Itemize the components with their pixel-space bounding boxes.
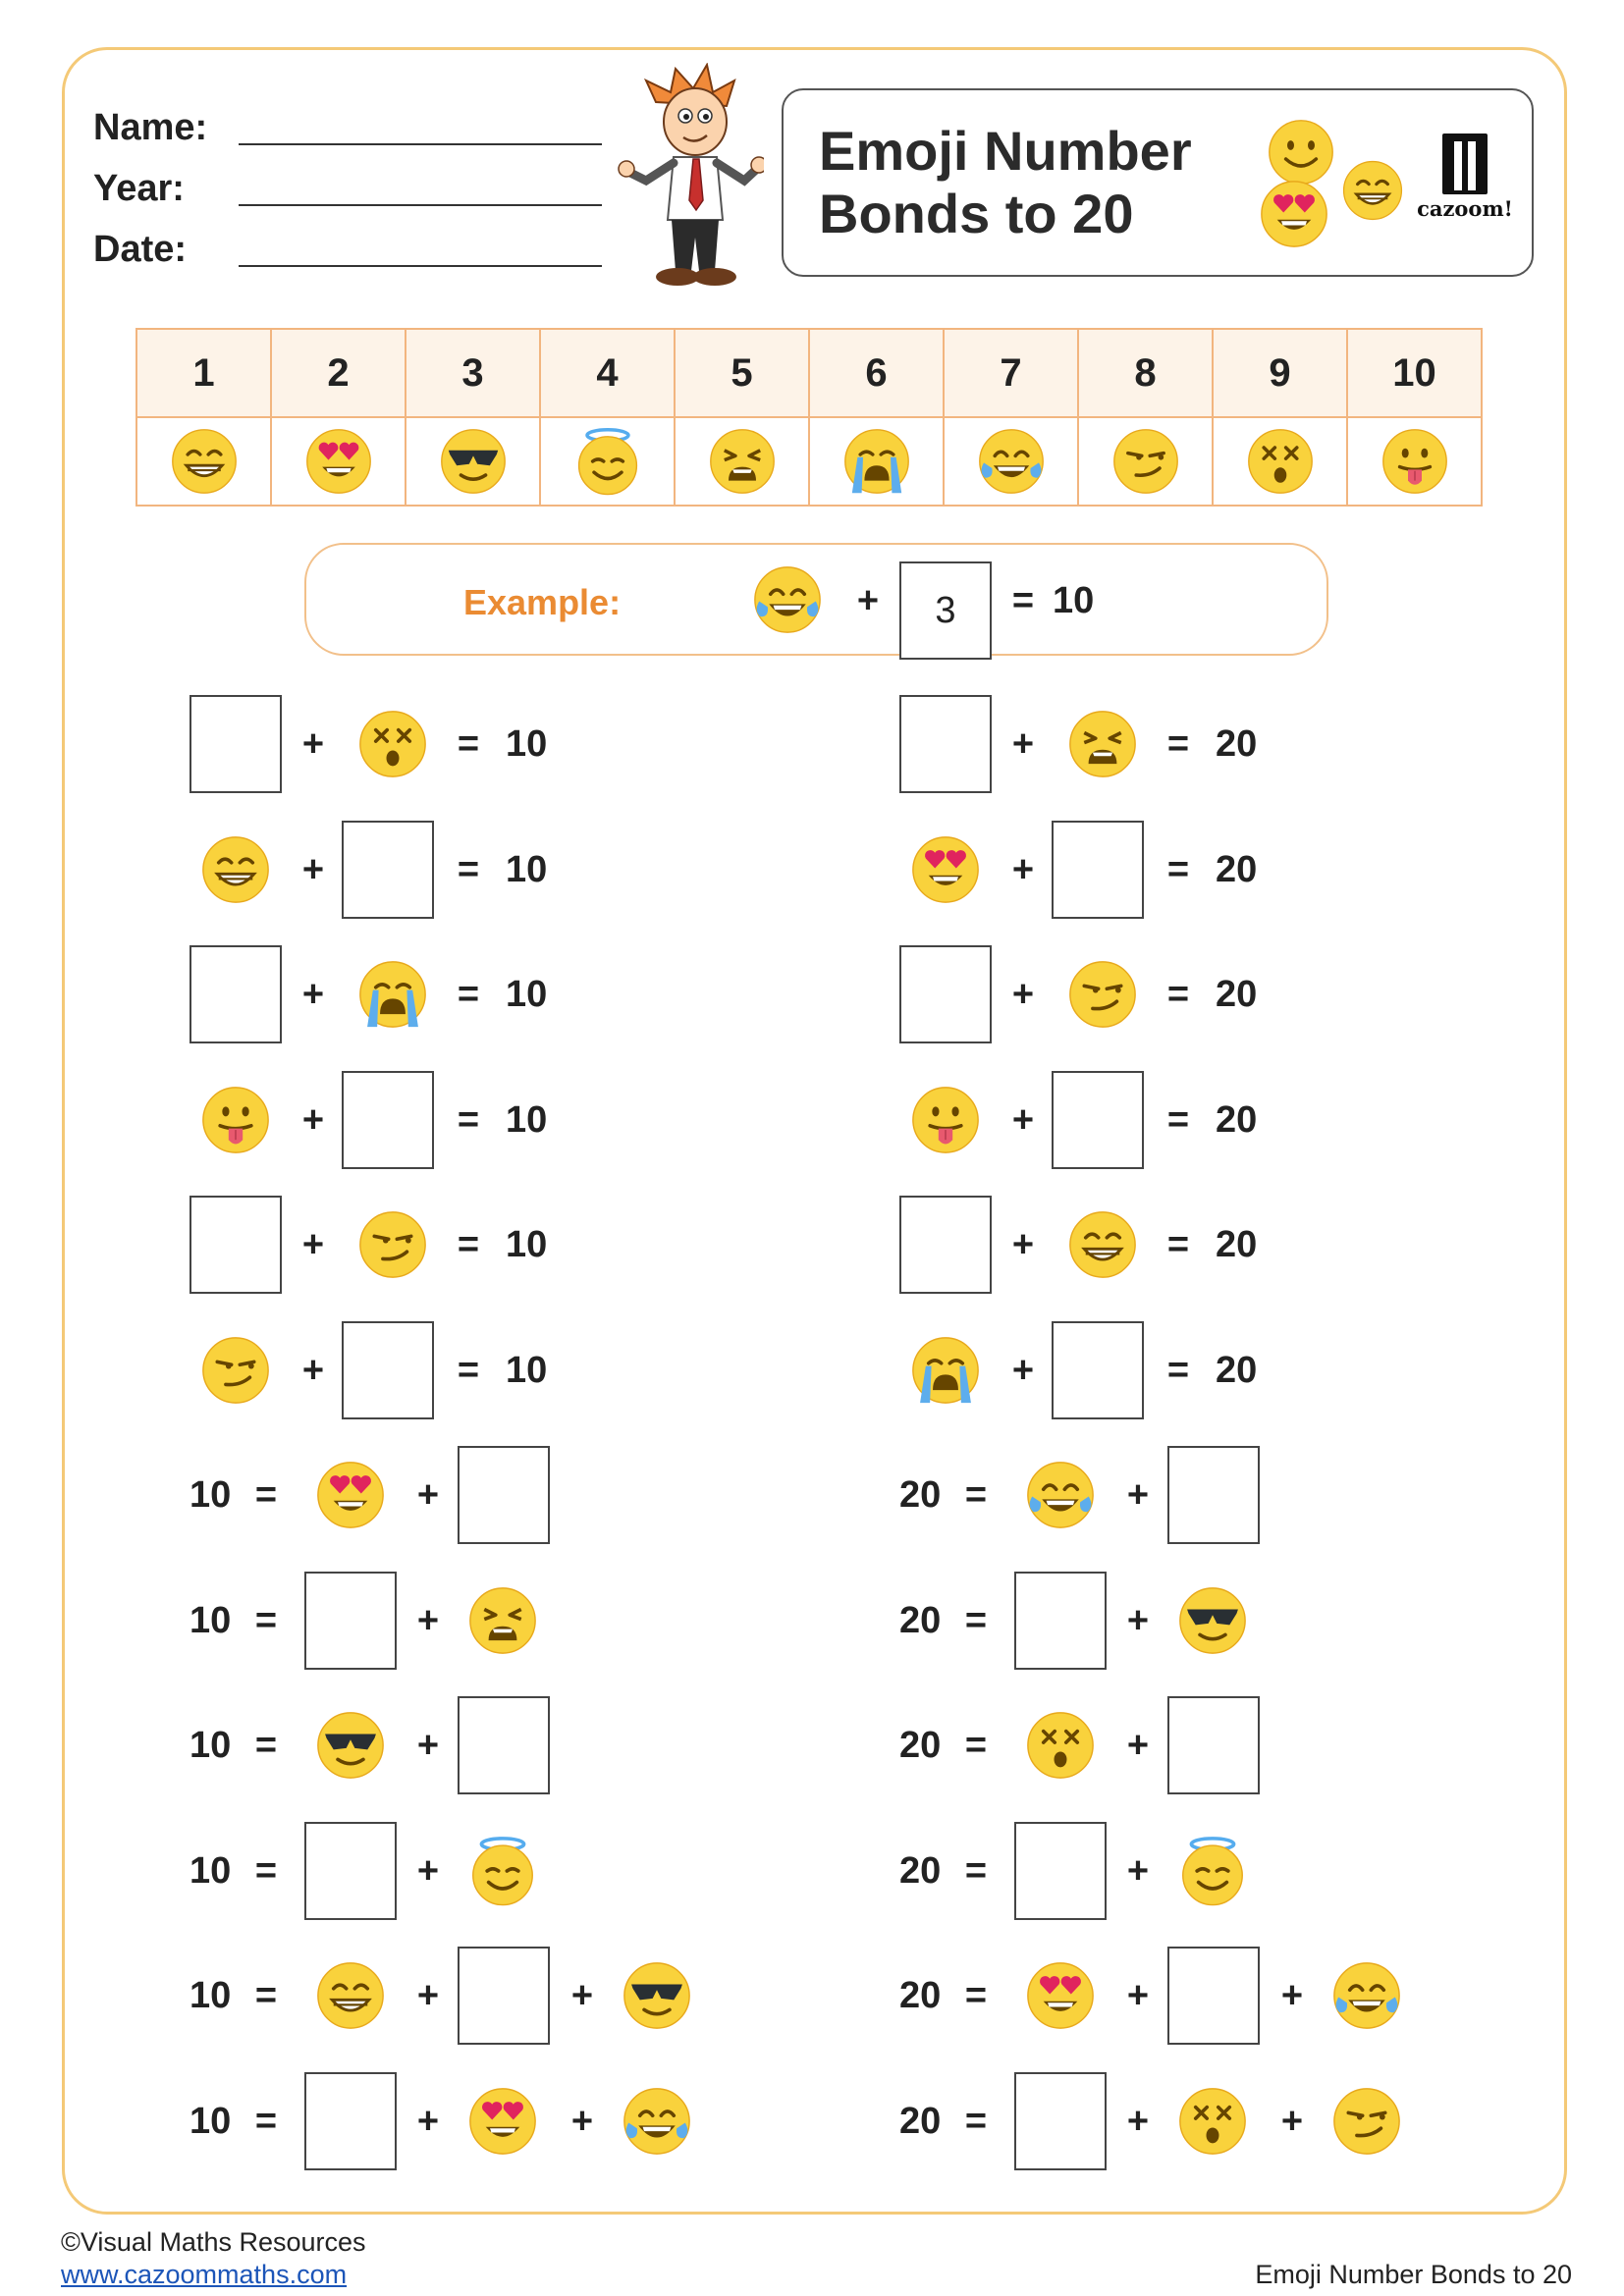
answer-box[interactable] (458, 1947, 550, 2045)
grin-icon (315, 1960, 386, 2031)
plus-sign: + (1011, 848, 1035, 890)
equals-sign: = (964, 1474, 988, 1516)
heart-eyes-icon (315, 1460, 386, 1530)
plus-sign: + (301, 974, 325, 1015)
bond-total: 10 (506, 974, 548, 1015)
plus-sign: + (1011, 723, 1035, 765)
equals-sign: = (1166, 974, 1190, 1015)
answer-box[interactable] (458, 1446, 550, 1544)
copyright-text: ©Visual Maths Resources (61, 2227, 366, 2257)
plus-sign: + (1011, 974, 1035, 1015)
answer-box[interactable] (304, 1822, 397, 1920)
plus-sign: + (1280, 1975, 1304, 2016)
equals-sign: = (1166, 848, 1190, 890)
equals-sign: = (457, 974, 480, 1015)
equals-sign: = (964, 2100, 988, 2142)
answer-box[interactable] (1014, 2072, 1107, 2170)
plus-sign: + (1126, 1725, 1150, 1766)
plus-sign: + (1126, 1474, 1150, 1516)
key-emoji-cell (1213, 417, 1347, 506)
grin-icon (200, 834, 271, 905)
equals-sign: = (964, 1975, 988, 2016)
key-number-cell: 2 (271, 329, 406, 417)
cazoom-logo-icon (1440, 132, 1489, 196)
bond-total: 20 (899, 2100, 942, 2142)
heart-eyes-icon (910, 834, 981, 905)
key-emoji-cell (1078, 417, 1213, 506)
answer-box[interactable] (189, 1196, 282, 1294)
name-label: Name: (93, 107, 208, 148)
plus-sign: + (301, 723, 325, 765)
equals-sign: = (254, 2100, 278, 2142)
website-link[interactable]: www.cazoommaths.com (61, 2260, 348, 2289)
smirk-icon (1331, 2086, 1402, 2157)
bond-total: 10 (506, 723, 548, 765)
answer-box[interactable] (304, 1572, 397, 1670)
plus-sign: + (301, 1224, 325, 1265)
tears-of-joy-icon (622, 2086, 692, 2157)
answer-box[interactable] (899, 1196, 992, 1294)
example-equals: = (1011, 580, 1035, 621)
tears-of-joy-icon (977, 427, 1046, 496)
date-field[interactable] (239, 265, 602, 267)
plus-sign: + (1011, 1224, 1035, 1265)
tongue-icon (910, 1085, 981, 1155)
example-answer-box: 3 (899, 561, 992, 660)
key-number-cell: 6 (809, 329, 944, 417)
plus-sign: + (301, 848, 325, 890)
worksheet-title (819, 120, 1192, 245)
key-number-cell: 1 (136, 329, 271, 417)
key-number-cell: 4 (540, 329, 675, 417)
example-emoji-icon (752, 564, 823, 635)
plus-sign: + (416, 2100, 440, 2142)
bond-total: 20 (899, 1849, 942, 1892)
answer-box[interactable] (1167, 1947, 1260, 2045)
answer-box[interactable] (342, 1321, 434, 1419)
tired-icon (1067, 709, 1138, 779)
equals-sign: = (1166, 1098, 1190, 1141)
plus-sign: + (1126, 1849, 1150, 1892)
smiley-decoration-icon (1267, 118, 1335, 187)
tears-of-joy-icon (1025, 1460, 1096, 1530)
name-row (93, 102, 236, 149)
answer-box[interactable] (342, 1071, 434, 1169)
crying-icon (842, 427, 911, 496)
plus-sign: + (301, 1098, 325, 1141)
title-line-2: Bonds to 20 (819, 183, 1134, 244)
plus-sign: + (416, 1599, 440, 1641)
answer-box[interactable] (189, 695, 282, 793)
bond-total: 20 (1216, 848, 1258, 890)
bond-total: 20 (1216, 1224, 1258, 1265)
bond-total: 20 (899, 1474, 942, 1516)
key-emoji-cell (406, 417, 540, 506)
equals-sign: = (457, 848, 480, 890)
answer-box[interactable] (1052, 821, 1144, 919)
bond-total: 10 (189, 2100, 232, 2142)
tongue-icon (1380, 427, 1449, 496)
key-number-cell: 8 (1078, 329, 1213, 417)
plus-sign: + (416, 1474, 440, 1516)
answer-box[interactable] (899, 695, 992, 793)
sunglasses-icon (1177, 1585, 1248, 1656)
tired-icon (708, 427, 777, 496)
plus-sign: + (1126, 1975, 1150, 2016)
tears-of-joy-icon (1331, 1960, 1402, 2031)
answer-box[interactable] (1052, 1321, 1144, 1419)
cazoom-logo-text: cazoom! (1417, 196, 1513, 221)
plus-sign: + (570, 2100, 594, 2142)
dizzy-icon (357, 709, 428, 779)
key-number-cell: 7 (944, 329, 1078, 417)
plus-sign: + (416, 1725, 440, 1766)
key-emoji-cell (271, 417, 406, 506)
key-emoji-cell (944, 417, 1078, 506)
plus-sign: + (1011, 1098, 1035, 1141)
bond-total: 20 (899, 1599, 942, 1641)
bond-total: 10 (506, 1349, 548, 1391)
key-number-cell: 10 (1347, 329, 1482, 417)
key-numbers-row (136, 329, 1482, 417)
key-emojis-row (136, 417, 1482, 506)
date-label: Date: (93, 229, 188, 270)
answer-box[interactable] (1014, 1822, 1107, 1920)
smirk-icon (1067, 959, 1138, 1030)
plus-sign: + (1126, 2100, 1150, 2142)
title-line-1: Emoji Number (819, 120, 1192, 182)
answer-box[interactable] (1167, 1696, 1260, 1794)
equals-sign: = (254, 1599, 278, 1641)
equals-sign: = (254, 1849, 278, 1892)
plus-sign: + (416, 1975, 440, 2016)
equals-sign: = (1166, 723, 1190, 765)
year-label: Year: (93, 168, 185, 209)
example-plus: + (856, 580, 880, 621)
equals-sign: = (1166, 1349, 1190, 1391)
plus-sign: + (1280, 2100, 1304, 2142)
plus-sign: + (1126, 1599, 1150, 1641)
smirk-icon (1111, 427, 1180, 496)
answer-box[interactable] (899, 945, 992, 1043)
smirk-icon (200, 1335, 271, 1406)
answer-box[interactable] (1014, 1572, 1107, 1670)
example-label: Example: (463, 582, 622, 622)
bond-total: 10 (506, 1224, 548, 1265)
key-emoji-cell (809, 417, 944, 506)
dizzy-icon (1246, 427, 1315, 496)
cazoom-logo (1416, 132, 1514, 230)
equals-sign: = (457, 1098, 480, 1141)
footer-document-title: Emoji Number Bonds to 20 (1255, 2260, 1572, 2289)
heart-eyes-icon (1025, 1960, 1096, 2031)
emoji-key-table (135, 328, 1483, 507)
bond-total: 10 (189, 1849, 232, 1892)
equals-sign: = (964, 1599, 988, 1641)
answer-box[interactable] (1052, 1071, 1144, 1169)
answer-box[interactable] (458, 1696, 550, 1794)
halo-icon (1177, 1836, 1248, 1906)
plus-sign: + (1011, 1349, 1035, 1391)
year-row (93, 163, 236, 210)
halo-icon (573, 427, 642, 496)
bond-total: 10 (506, 1098, 548, 1141)
crying-icon (357, 959, 428, 1030)
equals-sign: = (457, 723, 480, 765)
cartoon-character-illustration (617, 63, 764, 294)
plus-sign: + (416, 1849, 440, 1892)
answer-box[interactable] (1167, 1446, 1260, 1544)
sunglasses-icon (622, 1960, 692, 2031)
key-emoji-cell (675, 417, 809, 506)
smirk-icon (357, 1209, 428, 1280)
date-row (93, 224, 236, 271)
crying-icon (910, 1335, 981, 1406)
equals-sign: = (964, 1725, 988, 1766)
laughing-decoration-icon (1341, 159, 1404, 222)
bond-total: 10 (189, 1599, 232, 1641)
grin-icon (1067, 1209, 1138, 1280)
equals-sign: = (964, 1849, 988, 1892)
key-emoji-cell (136, 417, 271, 506)
key-number-cell: 9 (1213, 329, 1347, 417)
sunglasses-icon (315, 1710, 386, 1781)
bond-total: 20 (899, 1975, 942, 2016)
sunglasses-icon (439, 427, 508, 496)
heart-eyes-decoration-icon (1259, 179, 1329, 249)
equals-sign: = (457, 1349, 480, 1391)
bond-total: 10 (506, 848, 548, 890)
title-box (782, 88, 1534, 277)
bond-total: 20 (1216, 1349, 1258, 1391)
heart-eyes-icon (467, 2086, 538, 2157)
equals-sign: = (1166, 1224, 1190, 1265)
name-field[interactable] (239, 143, 602, 145)
bond-total: 10 (189, 1975, 232, 2016)
heart-eyes-icon (304, 427, 373, 496)
plus-sign: + (301, 1349, 325, 1391)
year-field[interactable] (239, 204, 602, 206)
dizzy-icon (1177, 2086, 1248, 2157)
answer-box[interactable] (342, 821, 434, 919)
bond-total: 10 (189, 1474, 232, 1516)
halo-icon (467, 1836, 538, 1906)
bond-total: 20 (1216, 723, 1258, 765)
dizzy-icon (1025, 1710, 1096, 1781)
tired-icon (467, 1585, 538, 1656)
equals-sign: = (457, 1224, 480, 1265)
plus-sign: + (570, 1975, 594, 2016)
example-total: 10 (1053, 580, 1095, 621)
grin-icon (170, 427, 239, 496)
bond-total: 10 (189, 1725, 232, 1766)
key-number-cell: 3 (406, 329, 540, 417)
footer-credits (61, 2226, 366, 2291)
bond-total: 20 (1216, 1098, 1258, 1141)
key-emoji-cell (540, 417, 675, 506)
answer-box[interactable] (189, 945, 282, 1043)
key-number-cell: 5 (675, 329, 809, 417)
answer-box[interactable] (304, 2072, 397, 2170)
tongue-icon (200, 1085, 271, 1155)
key-emoji-cell (1347, 417, 1482, 506)
bond-total: 20 (899, 1725, 942, 1766)
bond-total: 20 (1216, 974, 1258, 1015)
equals-sign: = (254, 1725, 278, 1766)
equals-sign: = (254, 1975, 278, 2016)
equals-sign: = (254, 1474, 278, 1516)
